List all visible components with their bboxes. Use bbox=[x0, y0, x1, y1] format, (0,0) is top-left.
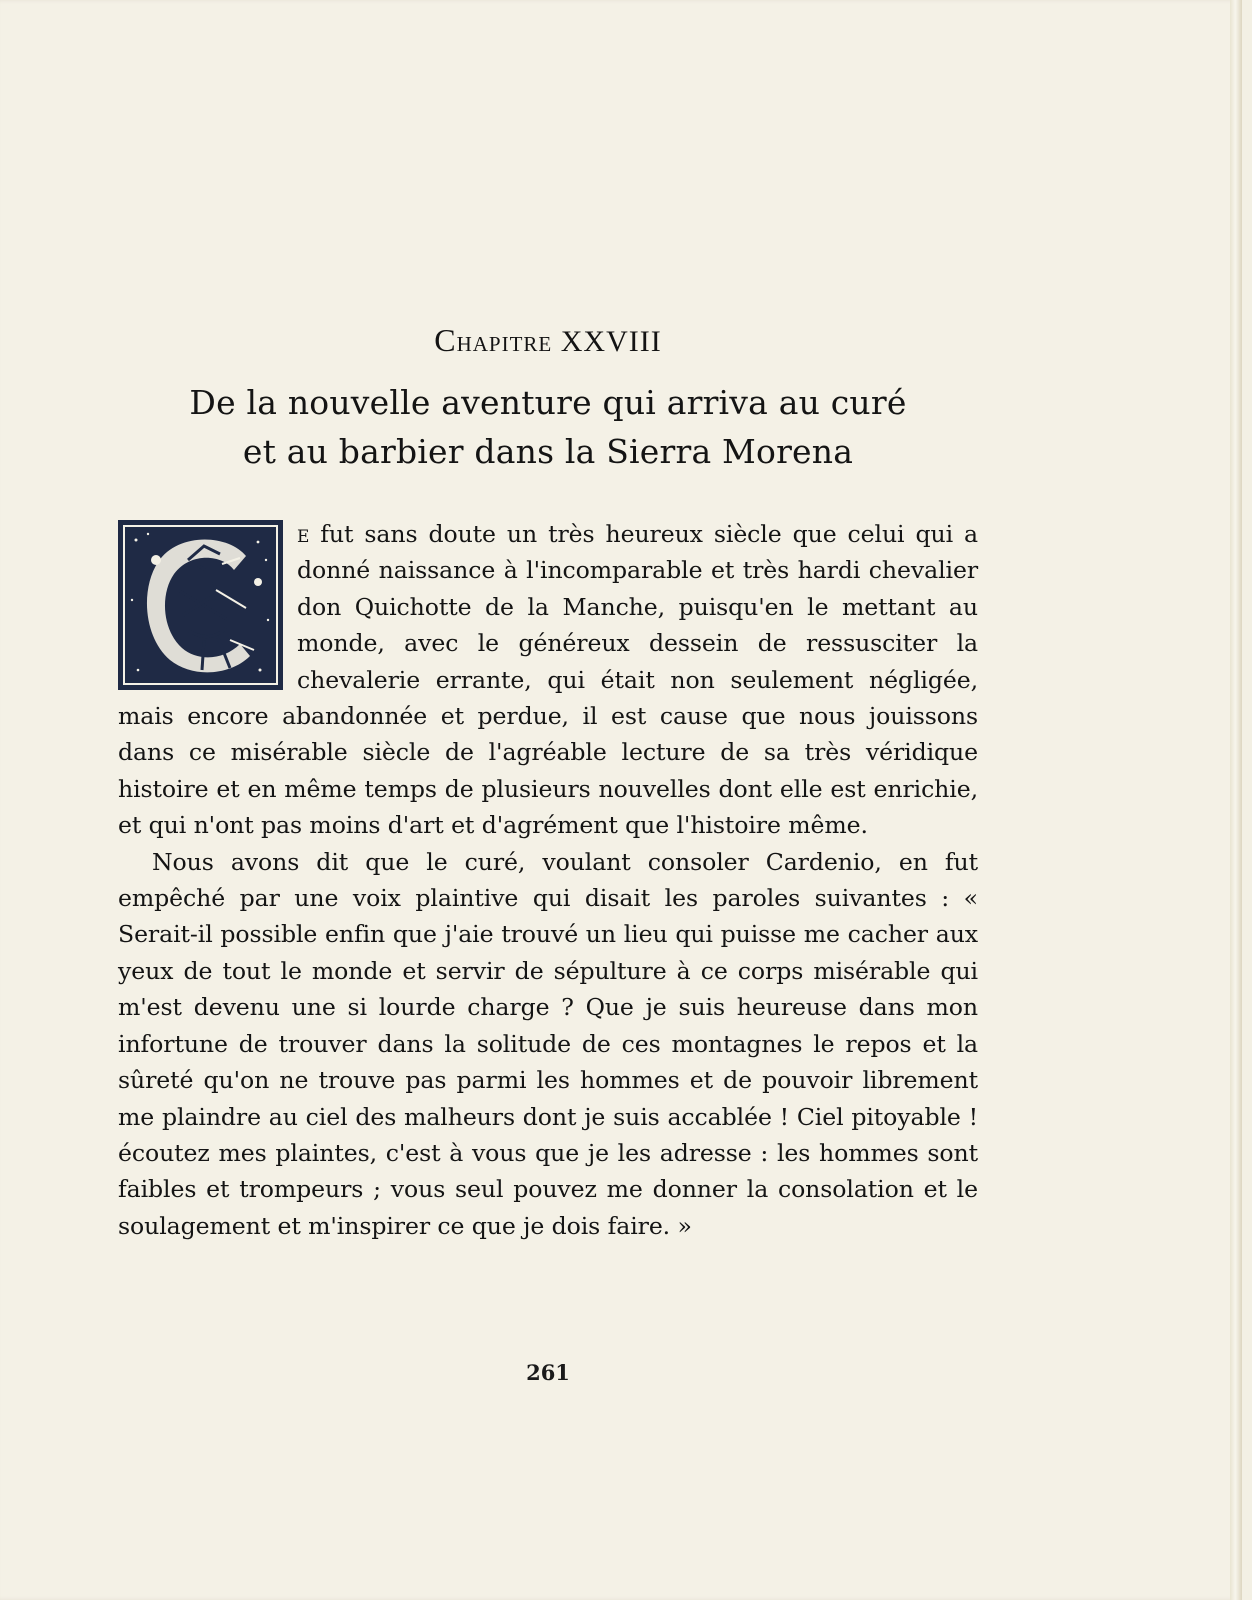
text-block bbox=[118, 318, 978, 1244]
body-text bbox=[118, 516, 978, 1244]
paragraph-1-text: fut sans doute un très heureux siècle que celui qui a donné naissance à l'incomparable et très hardi chevalier don Quichotte de la Manche, puisqu'en le mettant au monde, avec le généreux dessein de ressusciter la chevalerie errante, qui était non seulement négligée, mais encore abandonnée et perdue, il est cause que nous jouissons dans ce misérable siècle de l'agréable lecture de sa très véridique histoire et en même temps de plusieurs nouvelles dont elle est enrichie, et qui n'ont pas moins d'art et d'agrément que l'histoire même. bbox=[118, 520, 978, 840]
illuminated-initial-c-knight-icon bbox=[118, 520, 283, 690]
chapter-title-line-2: et au barbier dans la Sierra Morena bbox=[242, 432, 854, 471]
chapter-numeral: XXVIII bbox=[560, 325, 662, 358]
chapter-heading bbox=[118, 318, 978, 364]
paragraph-2: Nous avons dit que le curé, voulant consoler Cardenio, en fut empêché par une voix plaintive qui disait les paroles suivantes : « Serait-il possible enfin que j'aie trouvé un lieu qui puisse me cacher aux yeux de tout le monde et servir de sépulture à ce corps misérable qui m'est devenu une si lourde charge ? Que je suis heureuse dans mon infortune de trouver dans la solitude de ces montagnes le repos et la sûreté qu'on ne trouve pas parmi les hommes et de pouvoir librement me plaindre au ciel des malheurs dont je suis accablée ! Ciel pitoyable ! écoutez mes plaintes, c'est à vous que je les adresse : les hommes sont faibles et trompeurs ; vous seul pouvez me donner la consolation et le soulagement et m'inspirer ce que je dois faire. » bbox=[118, 847, 978, 1240]
page-number: 261 bbox=[526, 1360, 570, 1385]
chapter-label-initial: C bbox=[434, 322, 457, 358]
dropcap-lead: e bbox=[297, 520, 310, 548]
chapter-title-line-1: De la nouvelle aventure qui arriva au curé bbox=[189, 383, 907, 422]
chapter-label-rest: hapitre bbox=[456, 325, 553, 358]
chapter-title bbox=[118, 378, 978, 476]
page-edge bbox=[1230, 0, 1242, 1600]
